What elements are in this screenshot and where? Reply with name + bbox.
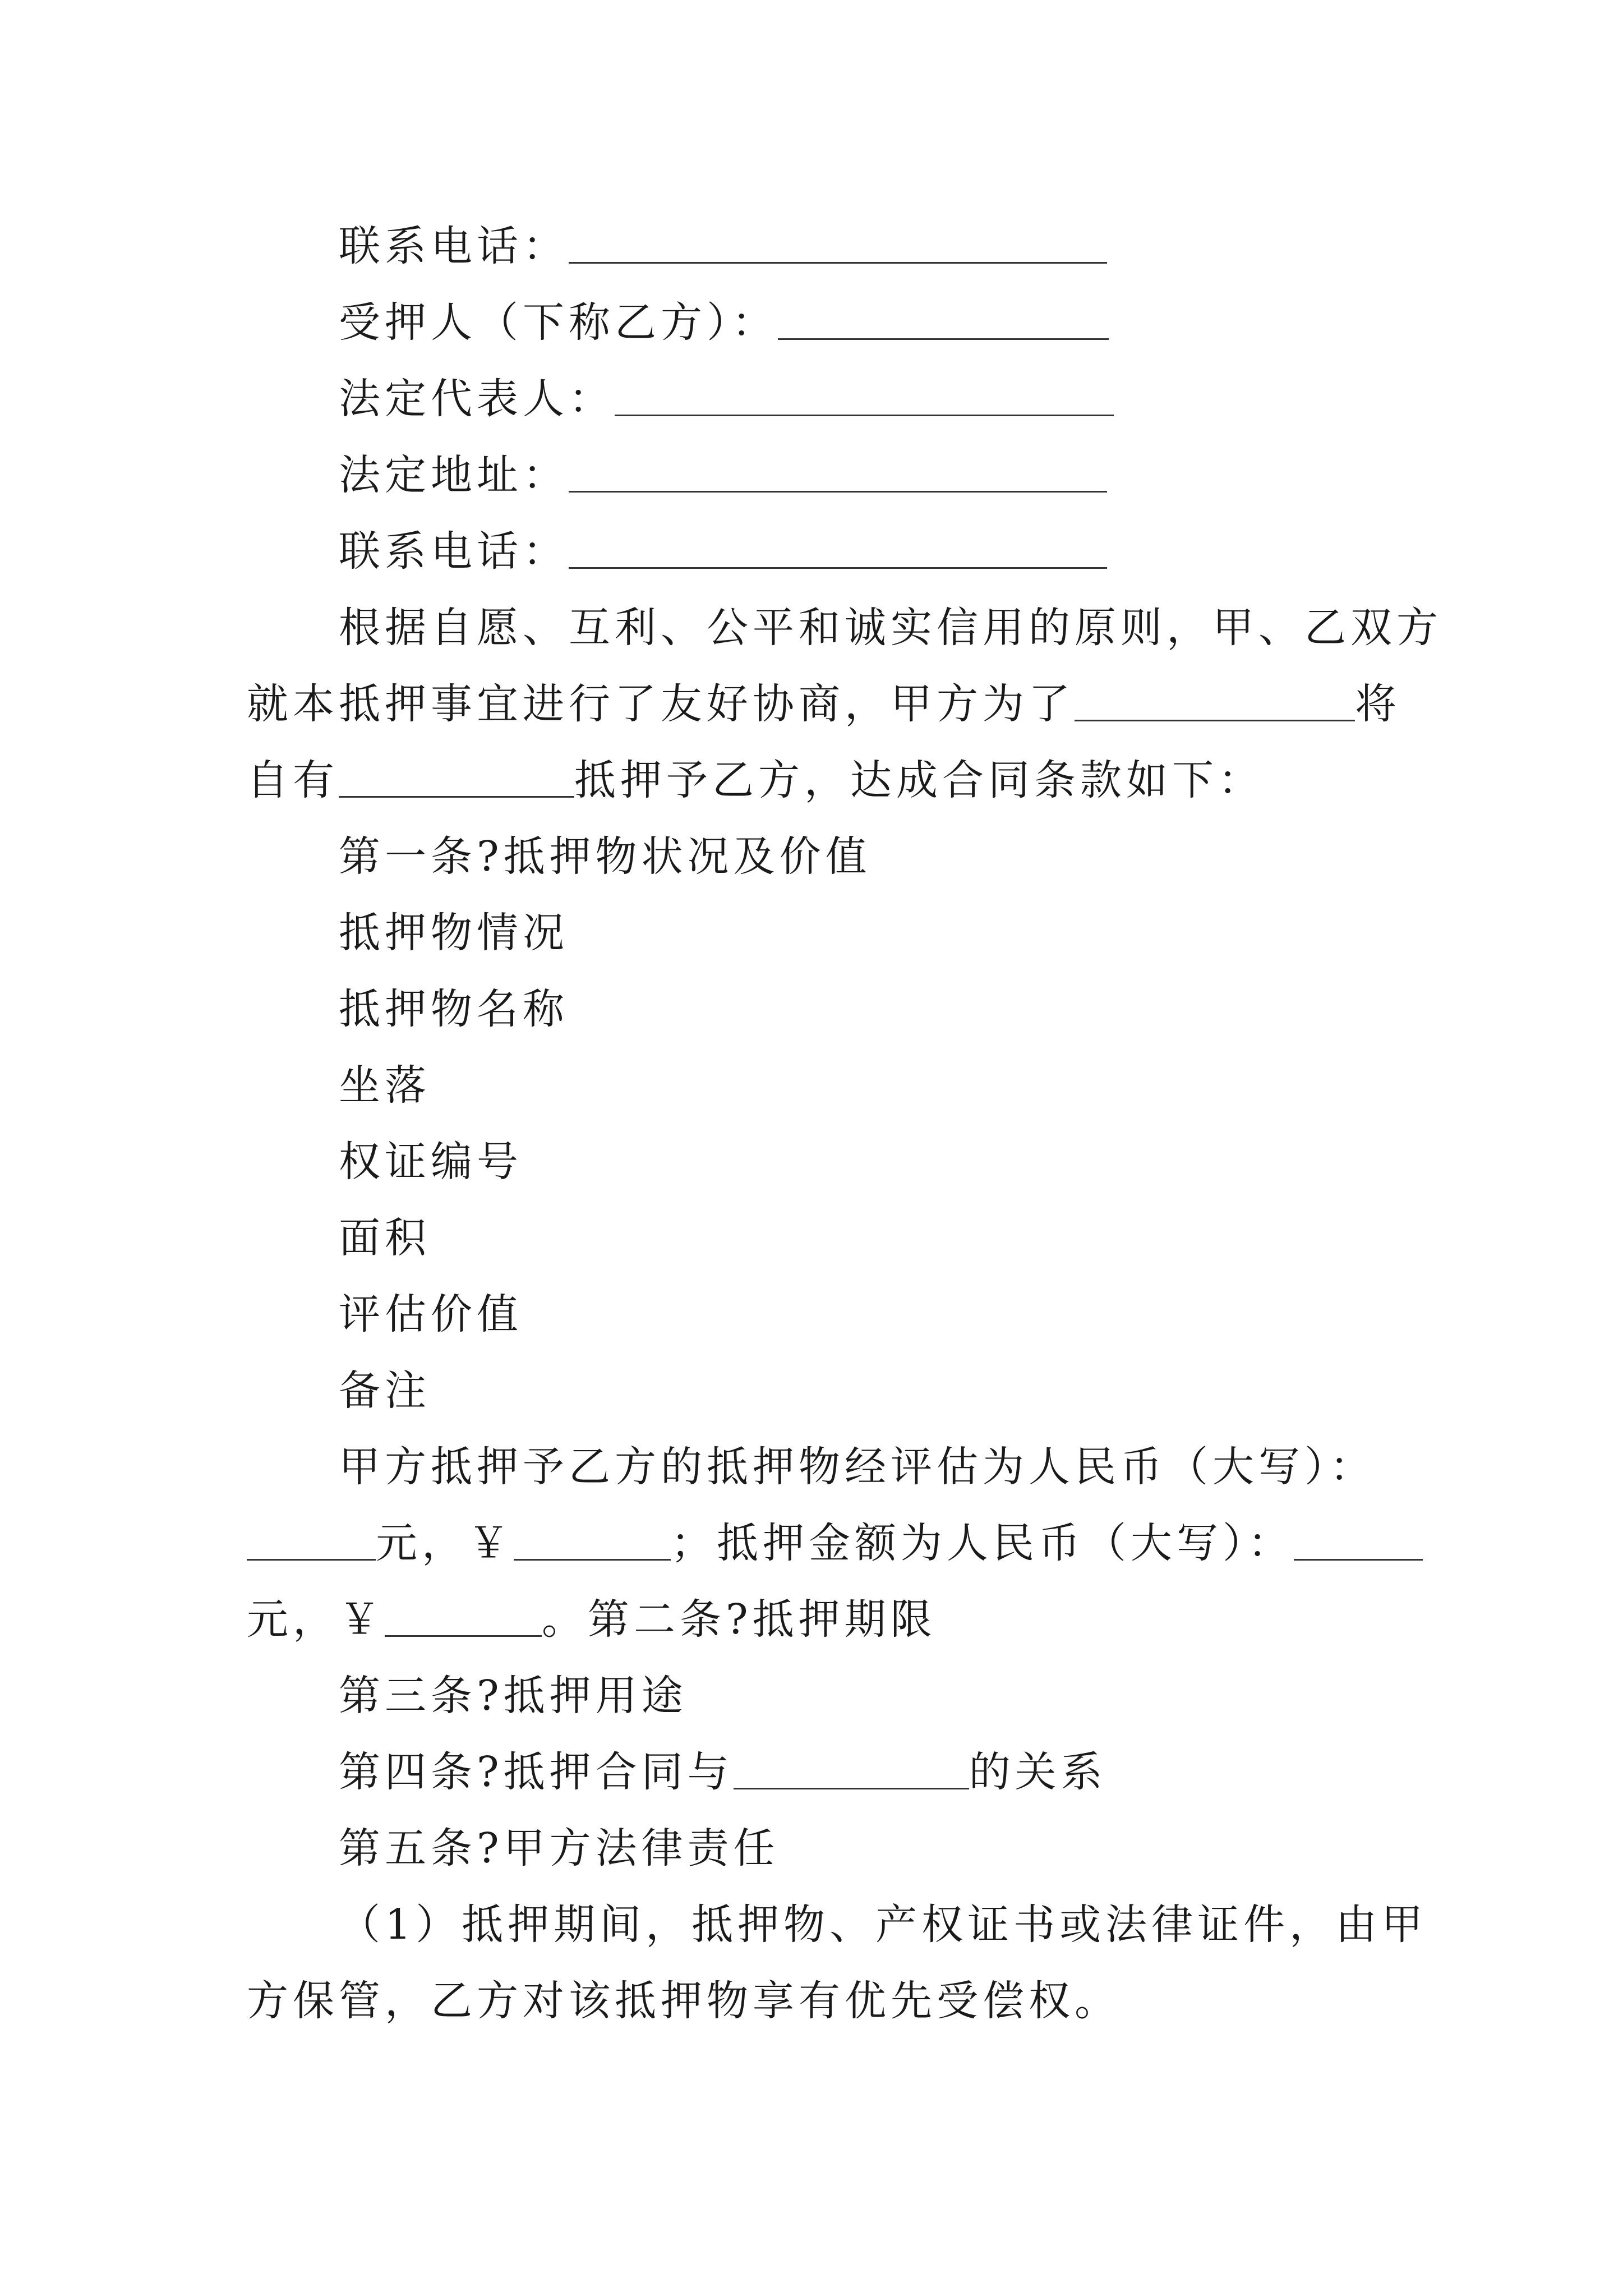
preamble-text-2a: 就本抵押事宜进行了友好协商，甲方为了 [247, 680, 1075, 728]
purpose-blank[interactable] [1075, 678, 1355, 721]
legal-address-blank[interactable] [569, 449, 1107, 493]
mortgagee-blank[interactable] [778, 297, 1109, 340]
valuation-line-3 [247, 1589, 1391, 1650]
collateral-status [339, 902, 1483, 964]
property-blank[interactable] [339, 754, 574, 798]
collateral-name [339, 978, 1483, 1040]
preamble-text-3a: 自有 [247, 756, 339, 804]
article-3-text: 第三条?抵押用途 [339, 1672, 688, 1720]
valuation-line-1 [339, 1436, 1387, 1498]
preamble-text-1: 根据自愿、互利、公平和诚实信用的原则，甲、乙双方 [339, 604, 1442, 652]
valuation-line-2 [247, 1512, 1391, 1574]
remarks-text: 备注 [339, 1366, 431, 1415]
contact-phone-line-2 [339, 521, 1483, 582]
mortgage-amount-blank[interactable] [1294, 1517, 1423, 1561]
valuation-text-3a: 元，￥ [247, 1595, 385, 1644]
legal-rep-blank[interactable] [615, 373, 1114, 416]
contact-phone-blank-1[interactable] [569, 220, 1107, 264]
mortgagee-label: 受押人（下称乙方）： [339, 298, 778, 347]
mortgage-figure-blank[interactable] [385, 1594, 542, 1637]
legal-rep-label: 法定代表人： [339, 375, 615, 423]
collateral-status-text: 抵押物情况 [339, 909, 569, 957]
legal-address-line [339, 444, 1483, 506]
article-4-blank[interactable] [734, 1746, 969, 1789]
collateral-area-text: 面积 [339, 1214, 431, 1262]
article-5-heading [339, 1818, 1483, 1879]
preamble-text-3b: 抵押予乙方，达成合同条款如下： [574, 756, 1264, 804]
legal-address-label: 法定地址： [339, 451, 569, 499]
valuation-figure-blank[interactable] [514, 1517, 671, 1561]
collateral-area [339, 1207, 1483, 1269]
certificate-number-text: 权证编号 [339, 1138, 523, 1186]
article-5-text: 第五条?甲方法律责任 [339, 1824, 780, 1872]
assessed-value [339, 1283, 1483, 1345]
certificate-number [339, 1131, 1483, 1193]
preamble-line-2 [247, 673, 1401, 735]
article-4-heading [339, 1741, 1483, 1803]
assessed-value-text: 评估价值 [339, 1290, 523, 1338]
article-1-heading [339, 826, 1483, 887]
valuation-amount-blank[interactable] [247, 1517, 376, 1561]
collateral-location-text: 坐落 [339, 1061, 431, 1110]
valuation-text-2b: ；抵押金额为人民币（大写）： [671, 1519, 1294, 1567]
clause-1-line-2 [247, 1970, 1391, 2032]
article-1-text: 第一条?抵押物状况及价值 [339, 832, 872, 881]
valuation-text-3b: 。第二条?抵押期限 [542, 1595, 937, 1644]
clause-1-line-1 [339, 1894, 1428, 1955]
clause-1-text-2: 方保管，乙方对该抵押物享有优先受偿权。 [247, 1977, 1121, 2025]
article-4-text-a: 第四条?抵押合同与 [339, 1748, 734, 1796]
legal-rep-line [339, 368, 1483, 430]
preamble-line-1 [339, 597, 1442, 659]
collateral-name-text: 抵押物名称 [339, 985, 569, 1033]
contact-phone-label-1: 联系电话： [339, 222, 569, 270]
collateral-location [339, 1055, 1483, 1116]
preamble-line-3 [247, 749, 1391, 811]
valuation-text-1: 甲方抵押予乙方的抵押物经评估为人民币（大写）： [339, 1443, 1376, 1491]
clause-1-text-1: （1）抵押期间，抵押物、产权证书或法律证件，由甲 [339, 1901, 1428, 1949]
remarks [339, 1360, 1483, 1421]
contact-phone-label-2: 联系电话： [339, 527, 569, 576]
article-3-heading [339, 1665, 1483, 1727]
contact-phone-blank-2[interactable] [569, 526, 1107, 569]
mortgagee-line [339, 292, 1483, 353]
contact-phone-line-1 [339, 215, 1483, 277]
preamble-text-2b: 将 [1355, 680, 1401, 728]
article-4-text-b: 的关系 [969, 1748, 1107, 1796]
valuation-text-2a: 元，￥ [376, 1519, 514, 1567]
